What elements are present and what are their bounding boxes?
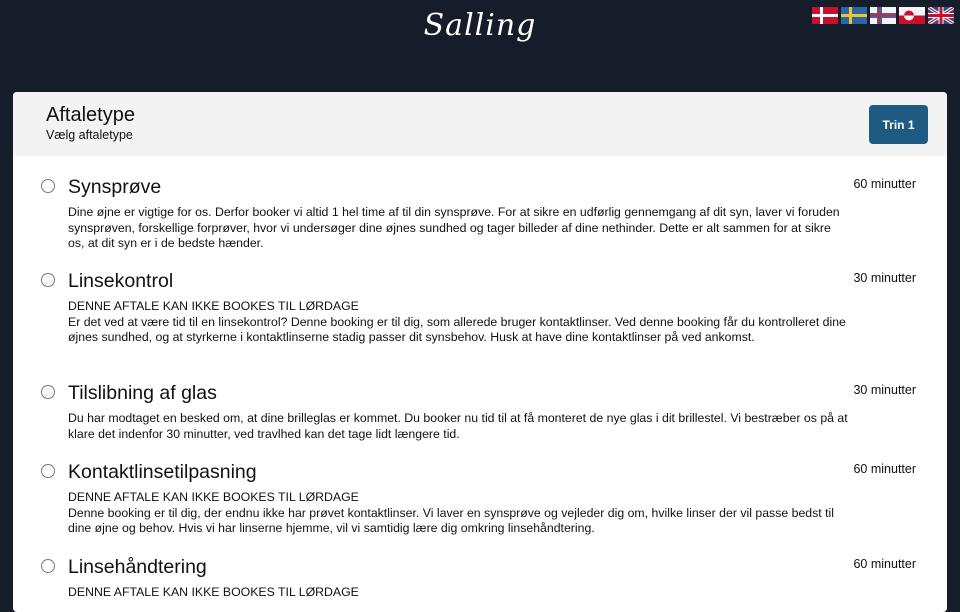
radio-button[interactable] bbox=[41, 273, 55, 287]
option-title: Linsehåndtering bbox=[68, 556, 207, 578]
step-button[interactable]: Trin 1 bbox=[869, 105, 928, 144]
saturday-warning: DENNE AFTALE KAN IKKE BOOKES TIL LØRDAGE bbox=[68, 299, 359, 313]
option-content bbox=[68, 299, 848, 346]
option-description: Denne booking er til dig, der endnu ikke har prøvet kontaktlinser. Vi laver en synsprøve og vejleder dig om, hvilke linser der vil passe bedst til dine øjne og behov. Hvis vi har linserne hjemme, vil vi samtidig lære dig omkring linsehåndtering. bbox=[68, 505, 834, 536]
option-duration: 60 minutter bbox=[853, 557, 916, 571]
appointment-option-linsekontrol[interactable] bbox=[13, 250, 947, 362]
option-title: Synsprøve bbox=[68, 176, 162, 198]
option-description: Dine øjne er vigtige for os. Derfor booker vi altid 1 hel time af til din synsprøve. For at sikre en udførlig gennemgang af dit syn, laver vi foruden synsprøven, forskellige forprøver, hvor vi undersøger dine øjnes sundhed og tager billeder af dine nethinder. Dette er alt sammen for at sikre os, at dit syn er i de bedste hænder. bbox=[68, 205, 840, 251]
option-content bbox=[68, 585, 848, 601]
option-title: Kontaktlinsetilpasning bbox=[68, 461, 257, 483]
appointment-option-synsproeve[interactable] bbox=[13, 156, 947, 250]
saturday-warning: DENNE AFTALE KAN IKKE BOOKES TIL LØRDAGE bbox=[68, 490, 359, 504]
denmark-flag-icon[interactable] bbox=[812, 7, 838, 24]
radio-button[interactable] bbox=[41, 385, 55, 399]
card-header bbox=[13, 92, 947, 156]
salling-logo[interactable]: Salling bbox=[423, 8, 537, 43]
option-description: Du har modtaget en besked om, at dine brilleglas er kommet. Du booker nu tid til at få monteret de nye glas i dit brillestel. Vi bestræber os på at klare det indenfor 30 minutter, ved travlhed kan det tage lidt længere tid. bbox=[68, 411, 848, 441]
top-bar bbox=[0, 0, 960, 92]
card-subtitle: Vælg aftaletype bbox=[46, 128, 133, 142]
radio-button[interactable] bbox=[41, 559, 55, 573]
option-description: Er det ved at være tid til en linsekontrol? Denne booking er til dig, som allerede bruger kontaktlinser. Ved denne booking får du kontrolleret dine øjnes sundhed, og at styrkerne i kontaktlinserne stadig passer dit synsbehov. Husk at have dine kontaktlinser på ved ankomst. bbox=[68, 314, 846, 345]
option-title: Tilslibning af glas bbox=[68, 382, 217, 404]
appointment-option-tilslibning[interactable] bbox=[13, 362, 947, 441]
radio-button[interactable] bbox=[41, 464, 55, 478]
greenland-flag-icon[interactable] bbox=[899, 7, 925, 24]
appointment-type-card bbox=[13, 92, 947, 612]
radio-button[interactable] bbox=[41, 179, 55, 193]
language-selector bbox=[812, 7, 954, 24]
saturday-warning: DENNE AFTALE KAN IKKE BOOKES TIL LØRDAGE bbox=[68, 585, 359, 599]
option-duration: 60 minutter bbox=[853, 177, 916, 191]
united-kingdom-flag-icon[interactable] bbox=[928, 7, 954, 24]
option-duration: 30 minutter bbox=[853, 383, 916, 397]
sweden-flag-icon[interactable] bbox=[841, 7, 867, 24]
appointment-type-list bbox=[13, 156, 947, 612]
faroe-islands-flag-icon[interactable] bbox=[870, 7, 896, 24]
option-duration: 60 minutter bbox=[853, 462, 916, 476]
card-title: Aftaletype bbox=[46, 104, 135, 126]
option-duration: 30 minutter bbox=[853, 271, 916, 285]
option-title: Linsekontrol bbox=[68, 270, 174, 292]
option-content bbox=[68, 490, 848, 537]
appointment-option-linsehaandtering[interactable] bbox=[13, 536, 947, 612]
appointment-option-kontaktlinsetilpasning[interactable] bbox=[13, 441, 947, 536]
